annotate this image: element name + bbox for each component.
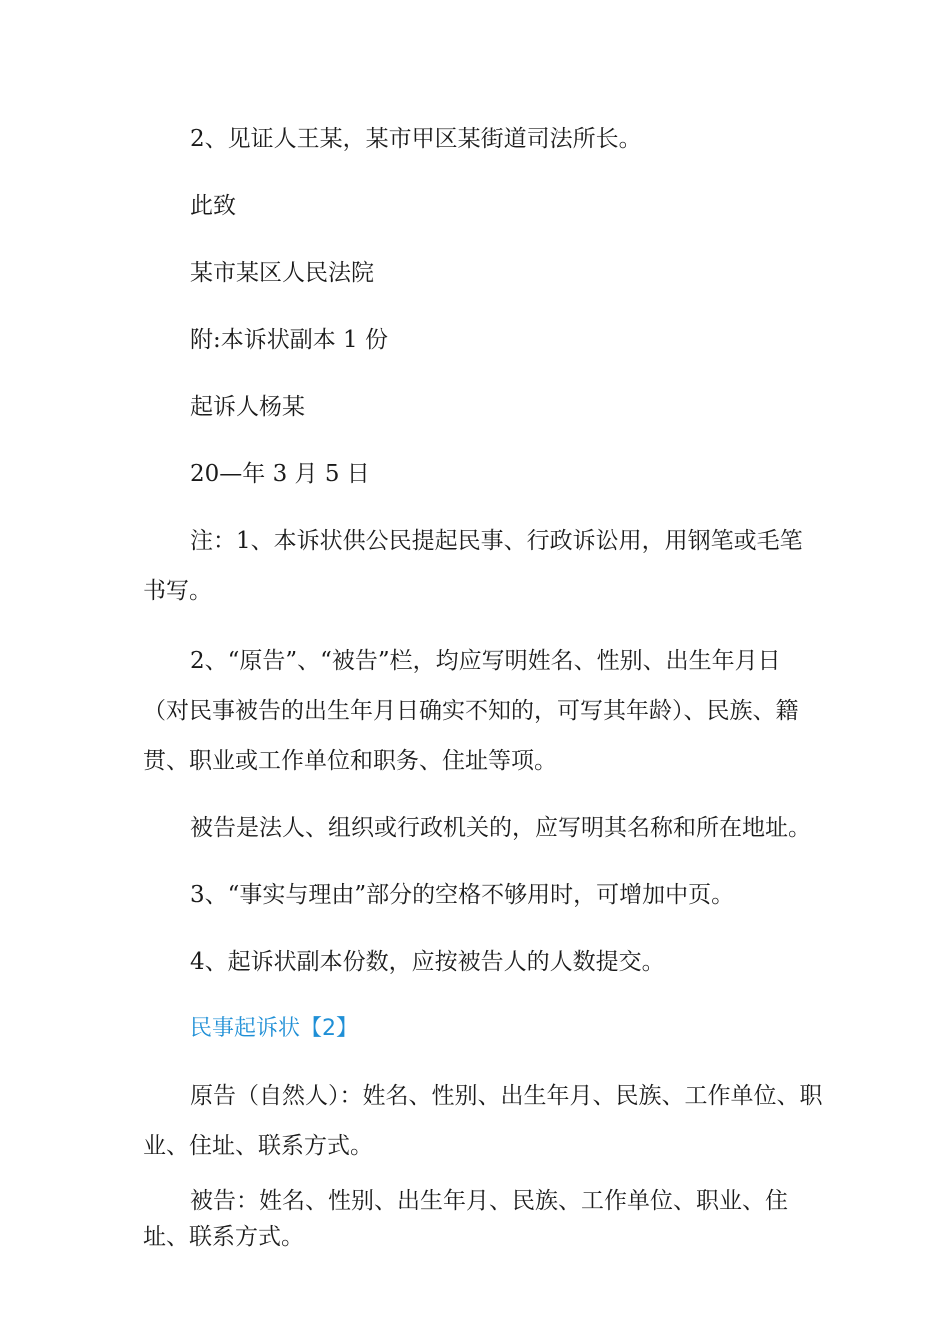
plaintiff-signature-paragraph: 起诉人杨某 bbox=[190, 394, 305, 420]
attachment-paragraph: 附:本诉状副本 1 份 bbox=[190, 327, 389, 353]
plaintiff-info-paragraph: 原告（自然人）：姓名、性别、出生年月、民族、工作单位、职业、住址、联系方式。 bbox=[143, 1083, 823, 1159]
court-name-paragraph: 某市某区人民法院 bbox=[190, 260, 374, 286]
section-heading: 民事起诉状【2】 bbox=[190, 1016, 358, 1041]
witness-paragraph: 2、见证人王某，某市甲区某街道司法所长。 bbox=[190, 126, 642, 152]
date-paragraph: 20—年 3 月 5 日 bbox=[190, 461, 370, 487]
note-1-paragraph: 注：1、本诉状供公民提起民事、行政诉讼用，用钢笔或毛笔书写。 bbox=[143, 528, 803, 604]
note-defendant-paragraph: 被告是法人、组织或行政机关的，应写明其名称和所在地址。 bbox=[190, 815, 811, 841]
defendant-info-paragraph: 被告：姓名、性别、出生年月、民族、工作单位、职业、住址、联系方式。 bbox=[143, 1188, 788, 1250]
note-2-paragraph: 2、“原告”、“被告”栏，均应写明姓名、性别、出生年月日（对民事被告的出生年月日确实不知的，可写其年龄）、民族、籍贯、职业或工作单位和职务、住址等项。 bbox=[143, 648, 799, 774]
note-3-paragraph: 3、“事实与理由”部分的空格不够用时，可增加中页。 bbox=[190, 882, 735, 908]
note-4-paragraph: 4、起诉状副本份数，应按被告人的人数提交。 bbox=[190, 949, 665, 975]
salutation-paragraph: 此致 bbox=[190, 193, 236, 219]
